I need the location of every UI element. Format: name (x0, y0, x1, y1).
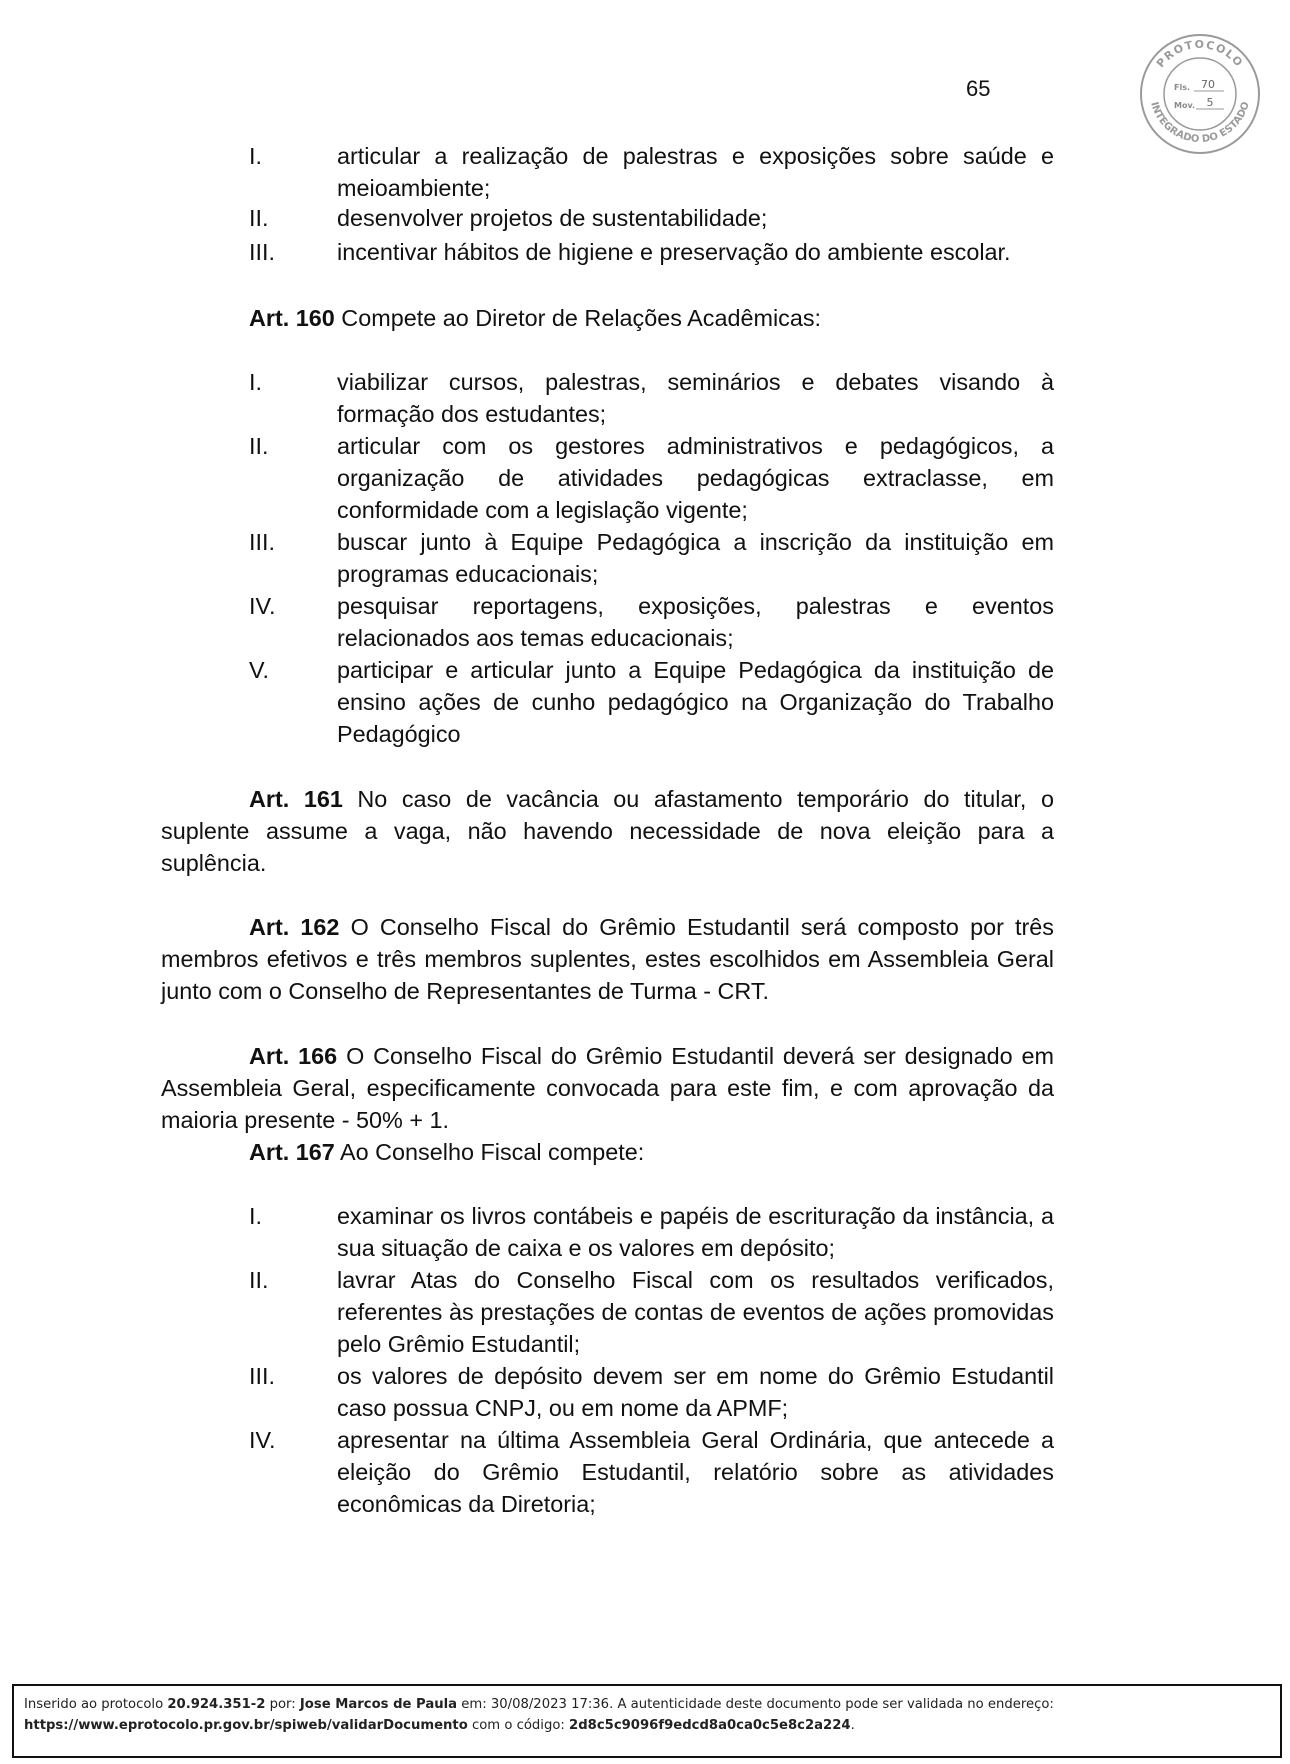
art160-heading: Art. 160 Compete ao Diretor de Relações Acadêmicas: (249, 305, 822, 331)
section1-block (161, 140, 1054, 268)
art166-block (161, 1040, 1054, 1168)
validation-url: https://www.eprotocolo.pr.gov.br/spiweb/validarDocumento (24, 1718, 468, 1733)
stamp-fls-value: 70 (1201, 78, 1215, 91)
art167-list (161, 1200, 1054, 1520)
list-item: III. buscar junto à Equipe Pedagógica a inscrição da instituição em programas educacionais; (249, 529, 1054, 587)
stamp-bottom-text: INTEGRADO DO ESTADO (1148, 100, 1252, 146)
list-item: I. articular a realização de palestras e exposições sobre saúde e meioambiente; (249, 143, 1054, 201)
svg-text:INTEGRADO DO ESTADO (1148, 101, 1252, 146)
art160-list-block (161, 366, 1054, 750)
svg-text:PROTOCOLO (1154, 38, 1246, 70)
footer-line-1: Inserido ao protocolo 20.924.351-2 por: Jose Marcos de Paula em: 30/08/2023 17:36. A autenticidade deste documento pode ser validada no endereço: (24, 1697, 1054, 1712)
list-item: II. lavrar Atas do Conselho Fiscal com os resultados verificados, referentes às prestações de contas de eventos de ações promovidas pelo Grêmio Estudantil; (249, 1267, 1054, 1357)
authenticity-footer (12, 1684, 1282, 1758)
list-item: IV. pesquisar reportagens, exposições, palestras e eventos relacionados aos temas educacionais; (249, 593, 1054, 651)
validation-code: 2d8c5c9096f9edcd8a0ca0c5e8c2a224 (569, 1718, 851, 1733)
art162-block (161, 911, 1054, 1007)
art161-block (161, 783, 1054, 879)
stamp-mov-label: Mov. (1174, 101, 1196, 110)
stamp-top-text: PROTOCOLO (1154, 38, 1246, 71)
art160-list (161, 366, 1054, 750)
author-name: Jose Marcos de Paula (299, 1697, 458, 1712)
page-number: 65 (966, 76, 991, 101)
art161-paragraph: Art. 161 No caso de vacância ou afastamento temporário do titular, o suplente assume a vaga, não havendo necessidade de nova eleição para a suplência. (161, 786, 1054, 876)
stamp-mov-value: 5 (1206, 96, 1214, 109)
protocol-number: 20.924.351-2 (167, 1697, 266, 1712)
art167-heading: Art. 167 Ao Conselho Fiscal compete: (249, 1139, 645, 1165)
list-item: V. participar e articular junto a Equipe Pedagógica da instituição de ensino ações de cunho pedagógico na Organização do Trabalho Pedagógico (249, 657, 1054, 747)
list-item: III. os valores de depósito devem ser em nome do Grêmio Estudantil caso possua CNPJ, ou em nome da APMF; (249, 1363, 1054, 1421)
art162-paragraph: Art. 162 O Conselho Fiscal do Grêmio Estudantil será composto por três membros efetivos e três membros suplentes, estes escolhidos em Assembleia Geral junto com o Conselho de Representantes de Turma - CRT. (161, 914, 1054, 1004)
list-item: I. examinar os livros contábeis e papéis de escrituração da instância, a sua situação de caixa e os valores em depósito; (249, 1203, 1054, 1261)
protocol-stamp (1138, 32, 1262, 156)
stamp-fls-label: Fls. (1174, 83, 1191, 92)
list-item: II. desenvolver projetos de sustentabilidade; (249, 205, 768, 231)
art167-list-block (161, 1200, 1054, 1520)
art160-block (161, 302, 1054, 334)
footer-line-2: https://www.eprotocolo.pr.gov.br/spiweb/validarDocumento com o código: 2d8c5c9096f9edcd8a0ca0c5e8c2a224. (24, 1718, 855, 1733)
list-item: IV. apresentar na última Assembleia Geral Ordinária, que antecede a eleição do Grêmio Estudantil, relatório sobre as atividades econômicas da Diretoria; (249, 1427, 1054, 1517)
section1-list (161, 140, 1054, 268)
art166-paragraph: Art. 166 O Conselho Fiscal do Grêmio Estudantil deverá ser designado em Assembleia Geral, especificamente convocada para este fim, e com aprovação da maioria presente - 50% + 1. (161, 1043, 1054, 1133)
list-item: III. incentivar hábitos de higiene e preservação do ambiente escolar. (249, 239, 1011, 265)
list-item: II. articular com os gestores administrativos e pedagógicos, a organização de atividades pedagógicas extraclasse, em conformidade com a legislação vigente; (249, 433, 1054, 523)
list-item: I. viabilizar cursos, palestras, seminários e debates visando à formação dos estudantes; (249, 369, 1054, 427)
